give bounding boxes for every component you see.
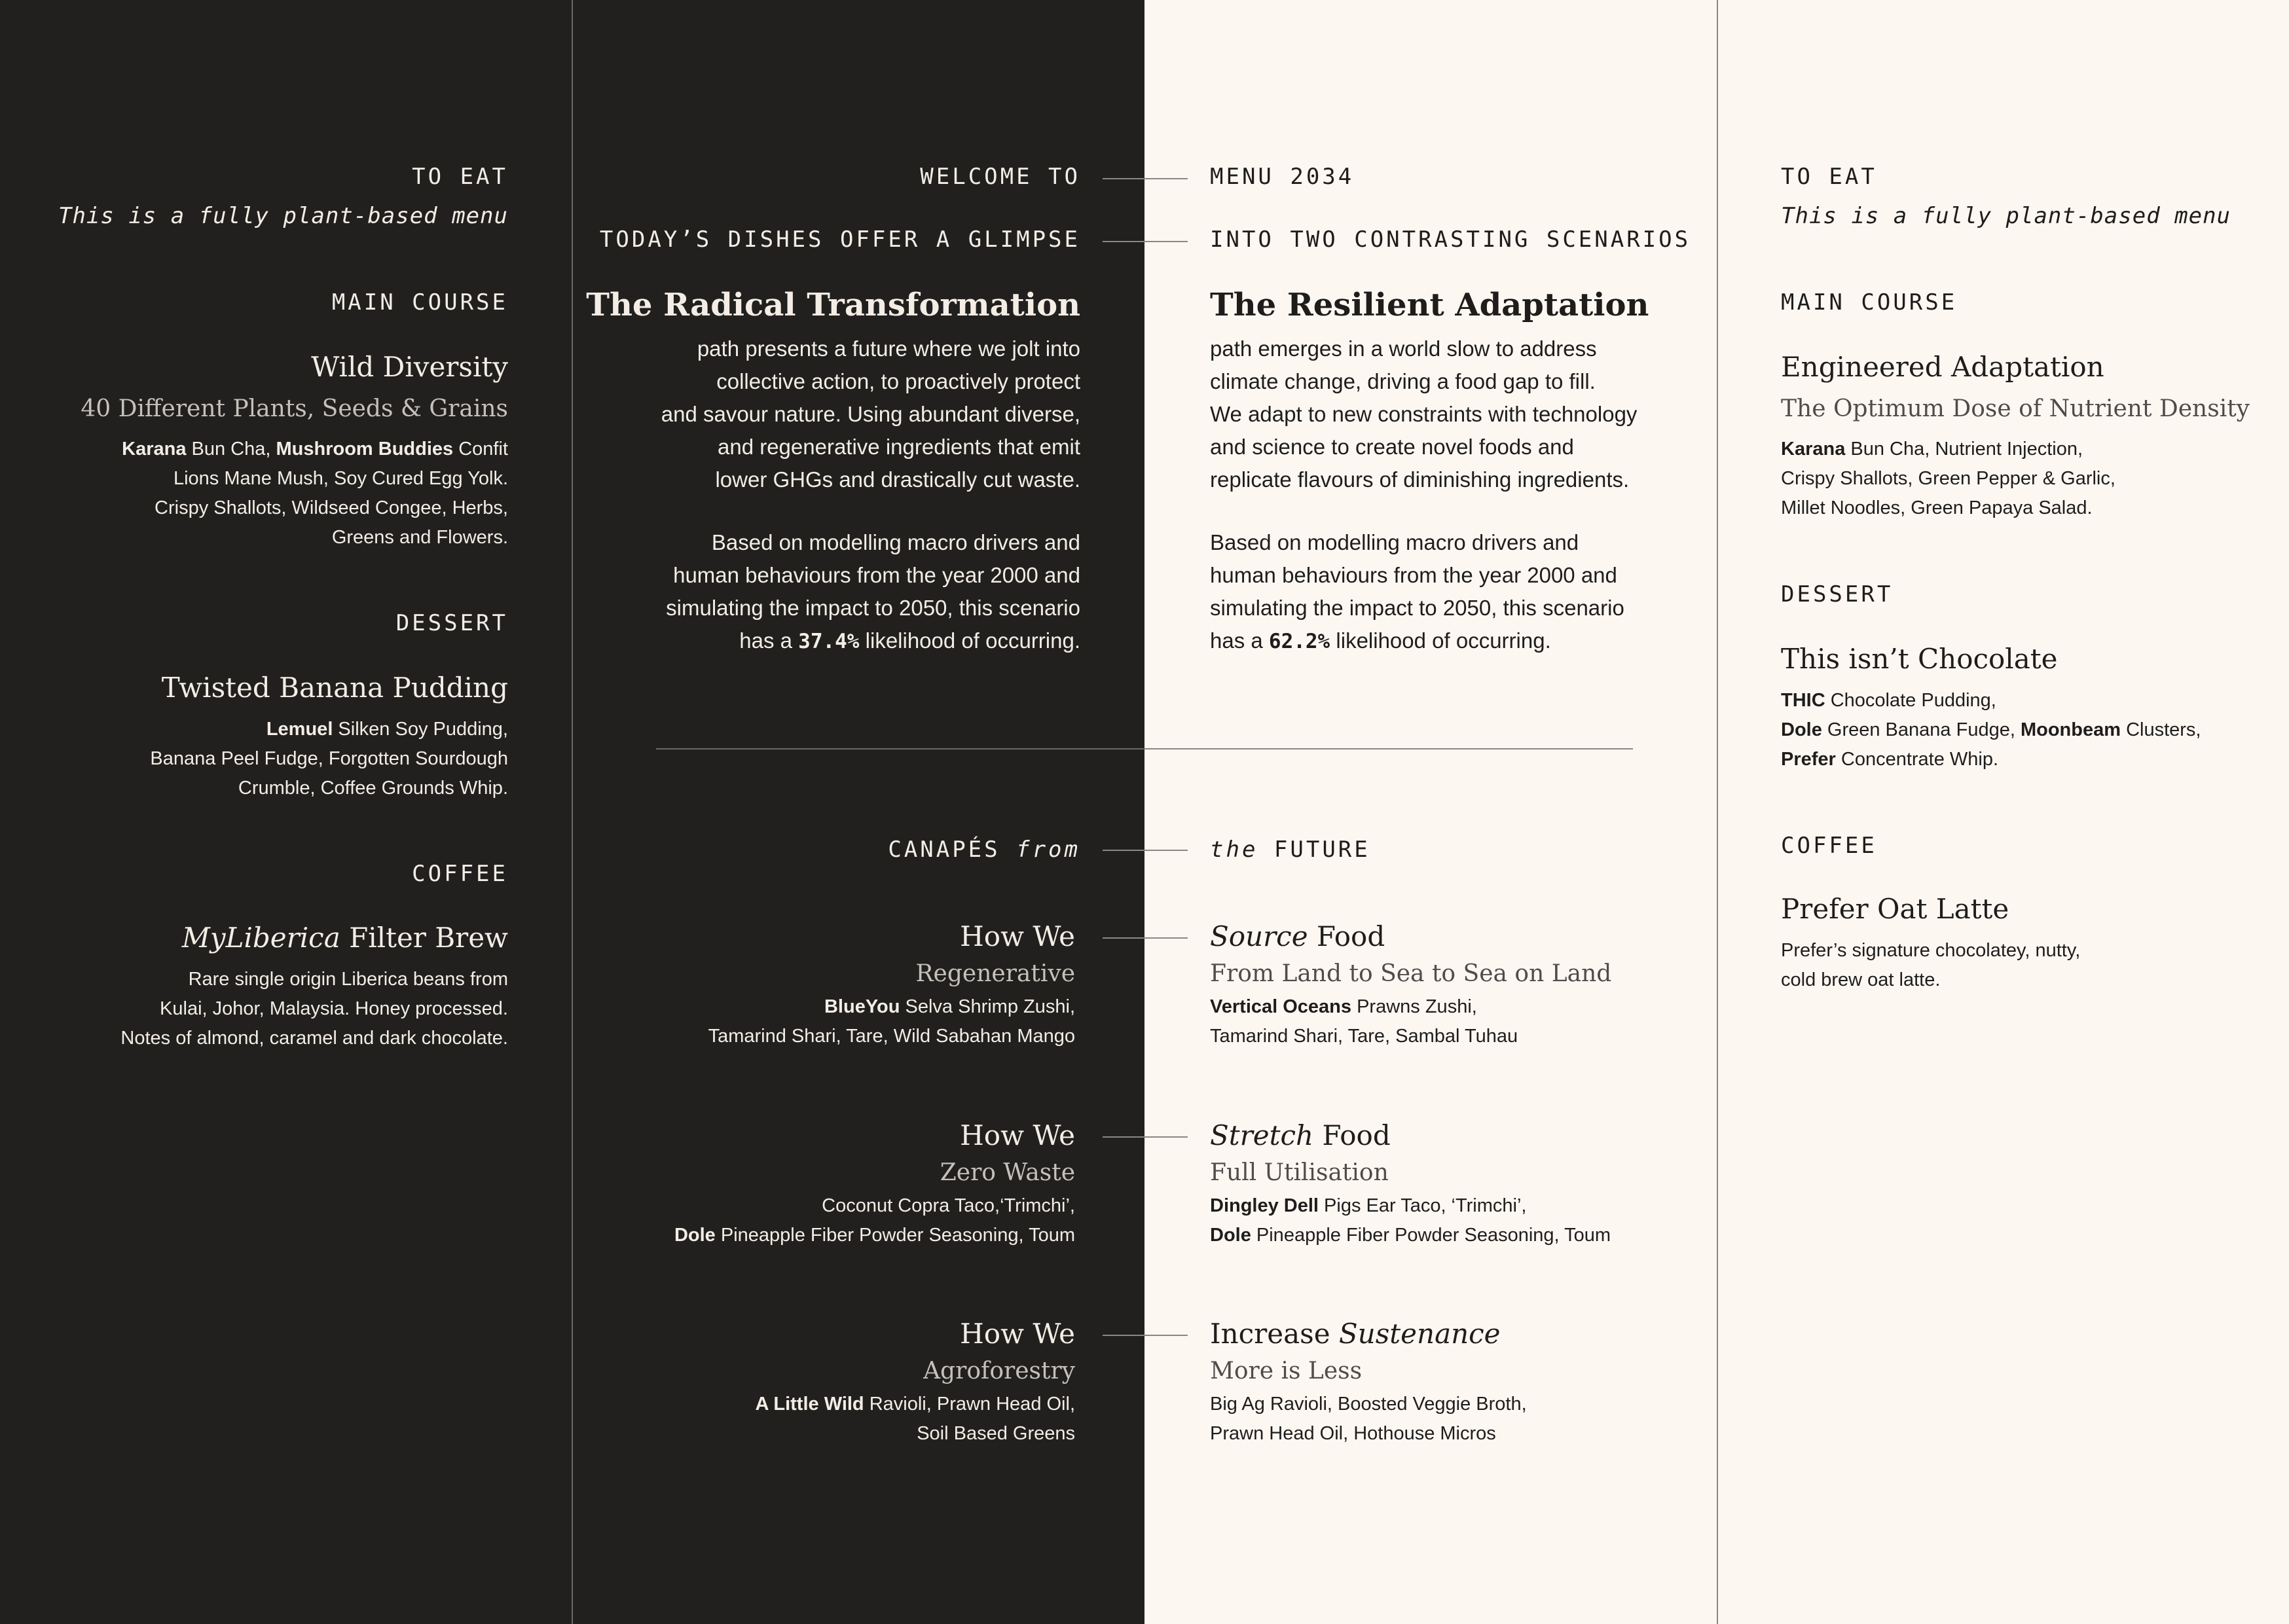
- left-main-sub: 40 Different Plants, Seeds & Grains: [81, 395, 508, 422]
- left-dessert-label: DESSERT: [395, 610, 508, 636]
- resilient-paragraph-1: path emerges in a world slow to address climate change, driving a food gap to fill. We adapt to new constraints with technology and science to create novel foods and replicate flavours of diminishing ingredients.: [1210, 336, 1638, 492]
- right-menu-column: [1781, 0, 2265, 1624]
- right-main-dish: Engineered Adaptation: [1781, 351, 2104, 383]
- left-to-eat-label: TO EAT: [412, 164, 508, 190]
- radical-paragraph-2: Based on modelling macro drivers and human behaviours from the year 2000 and simulating the impact to 2050, this scenario has a 37.4% likelihood of occurring.: [666, 530, 1080, 653]
- future-label: the FUTURE: [1210, 837, 1370, 863]
- radical-title: The Radical Transformation: [586, 287, 1080, 323]
- left-main-dish: Wild Diversity: [311, 351, 508, 383]
- left-canape-desc: BlueYou Selva Shrimp Zushi, Tamarind Shari, Tare, Wild Sabahan Mango: [708, 996, 1075, 1047]
- radical-likelihood: 37.4%: [798, 630, 860, 653]
- radical-scenario: [543, 287, 1080, 658]
- left-canape-title: How We: [960, 1119, 1075, 1151]
- canape-2-connector: [1103, 1136, 1188, 1138]
- left-menu-column: [39, 0, 508, 1624]
- left-canape-title: How We: [960, 1318, 1075, 1350]
- right-canape-sub: From Land to Sea to Sea on Land: [1210, 960, 1612, 987]
- left-main-course-label: MAIN COURSE: [331, 289, 508, 316]
- menu-year-label: MENU 2034: [1210, 164, 1355, 190]
- right-coffee-description: Prefer’s signature chocolatey, nutty, cold brew oat latte.: [1781, 940, 2081, 990]
- left-canape-2: [551, 1119, 1075, 1250]
- left-canape-3: [551, 1318, 1075, 1449]
- glimpse-label: TODAY’S DISHES OFFER A GLIMPSE: [599, 226, 1080, 253]
- left-plant-note: This is a fully plant-based menu: [58, 203, 508, 229]
- right-canape-2: [1210, 1119, 1708, 1250]
- left-canape-sub: Regenerative: [915, 960, 1075, 987]
- left-canape-title: How We: [960, 920, 1075, 952]
- right-main-sub: The Optimum Dose of Nutrient Density: [1781, 395, 2250, 422]
- glimpse-connector: [1103, 241, 1188, 242]
- left-canape-desc: Coconut Copra Taco,‘Trimchi’, Dole Pineapple Fiber Powder Seasoning, Toum: [674, 1195, 1075, 1246]
- right-main-description: Karana Bun Cha, Nutrient Injection, Crispy Shallots, Green Pepper & Garlic, Millet Noodles, Green Papaya Salad.: [1781, 439, 2115, 518]
- right-dessert-dish: This isn’t Chocolate: [1781, 643, 2058, 675]
- right-column-divider: [1717, 0, 1718, 1624]
- right-canape-title: Increase Sustenance: [1210, 1318, 1501, 1350]
- resilient-paragraph-2: Based on modelling macro drivers and human behaviours from the year 2000 and simulating the impact to 2050, this scenario has a 62.2% likelihood of occurring.: [1210, 530, 1624, 653]
- left-canape-sub: Zero Waste: [940, 1159, 1075, 1186]
- left-coffee-description: Rare single origin Liberica beans from Kulai, Johor, Malaysia. Honey processed. Notes of almond, caramel and dark chocolate.: [120, 969, 508, 1049]
- canape-3-connector: [1103, 1335, 1188, 1336]
- left-main-description: Karana Bun Cha, Mushroom Buddies Confit Lions Mane Mush, Soy Cured Egg Yolk. Crispy Shallots, Wildseed Congee, Herbs, Greens and Flowers.: [122, 439, 508, 548]
- right-canape-sub: More is Less: [1210, 1358, 1363, 1384]
- left-canape-sub: Agroforestry: [923, 1358, 1075, 1384]
- right-canape-sub: Full Utilisation: [1210, 1159, 1389, 1186]
- left-coffee-dish: MyLiberica Filter Brew: [181, 922, 508, 954]
- right-coffee-label: COFFEE: [1781, 833, 1877, 859]
- right-canape-desc: Dingley Dell Pigs Ear Taco, ‘Trimchi’, Dole Pineapple Fiber Powder Seasoning, Toum: [1210, 1195, 1611, 1246]
- right-canape-title: Stretch Food: [1210, 1119, 1391, 1151]
- section-divider-light: [1144, 748, 1633, 749]
- right-dessert-description: THIC Chocolate Pudding, Dole Green Banana Fudge, Moonbeam Clusters, Prefer Concentrate Whip.: [1781, 690, 2201, 770]
- resilient-title: The Resilient Adaptation: [1210, 287, 1649, 323]
- canapes-label: CANAPÉS from: [888, 837, 1080, 863]
- scenarios-label: INTO TWO CONTRASTING SCENARIOS: [1210, 226, 1691, 253]
- left-canape-1: [551, 920, 1075, 1051]
- left-coffee-label: COFFEE: [412, 861, 508, 887]
- resilient-likelihood: 62.2%: [1268, 630, 1330, 653]
- canapes-connector: [1103, 850, 1188, 851]
- right-main-course-label: MAIN COURSE: [1781, 289, 1958, 316]
- right-canape-desc: Vertical Oceans Prawns Zushi, Tamarind Shari, Tare, Sambal Tuhau: [1210, 996, 1518, 1047]
- resilient-scenario: [1210, 287, 1708, 658]
- radical-paragraph-1: path presents a future where we jolt into collective action, to proactively protect and savour nature. Using abundant diverse, and regenerative ingredients that emit lower GHGs and drastically cut waste.: [661, 336, 1080, 492]
- right-canape-title: Source Food: [1210, 920, 1385, 952]
- left-canape-desc: A Little Wild Ravioli, Prawn Head Oil, Soil Based Greens: [755, 1394, 1075, 1444]
- section-divider-dark: [656, 748, 1144, 749]
- left-dessert-description: Lemuel Silken Soy Pudding, Banana Peel Fudge, Forgotten Sourdough Crumble, Coffee Grounds Whip.: [150, 719, 508, 799]
- welcome-label: WELCOME TO: [920, 164, 1080, 190]
- canape-1-connector: [1103, 937, 1188, 939]
- left-dessert-dish: Twisted Banana Pudding: [161, 672, 508, 704]
- right-coffee-dish: Prefer Oat Latte: [1781, 893, 2009, 925]
- welcome-connector: [1103, 178, 1188, 179]
- right-canape-1: [1210, 920, 1708, 1051]
- right-dessert-label: DESSERT: [1781, 581, 1894, 607]
- right-canape-3: [1210, 1318, 1708, 1449]
- right-canape-desc: Big Ag Ravioli, Boosted Veggie Broth, Prawn Head Oil, Hothouse Micros: [1210, 1394, 1527, 1444]
- right-to-eat-label: TO EAT: [1781, 164, 1877, 190]
- right-plant-note: This is a fully plant-based menu: [1781, 203, 2231, 229]
